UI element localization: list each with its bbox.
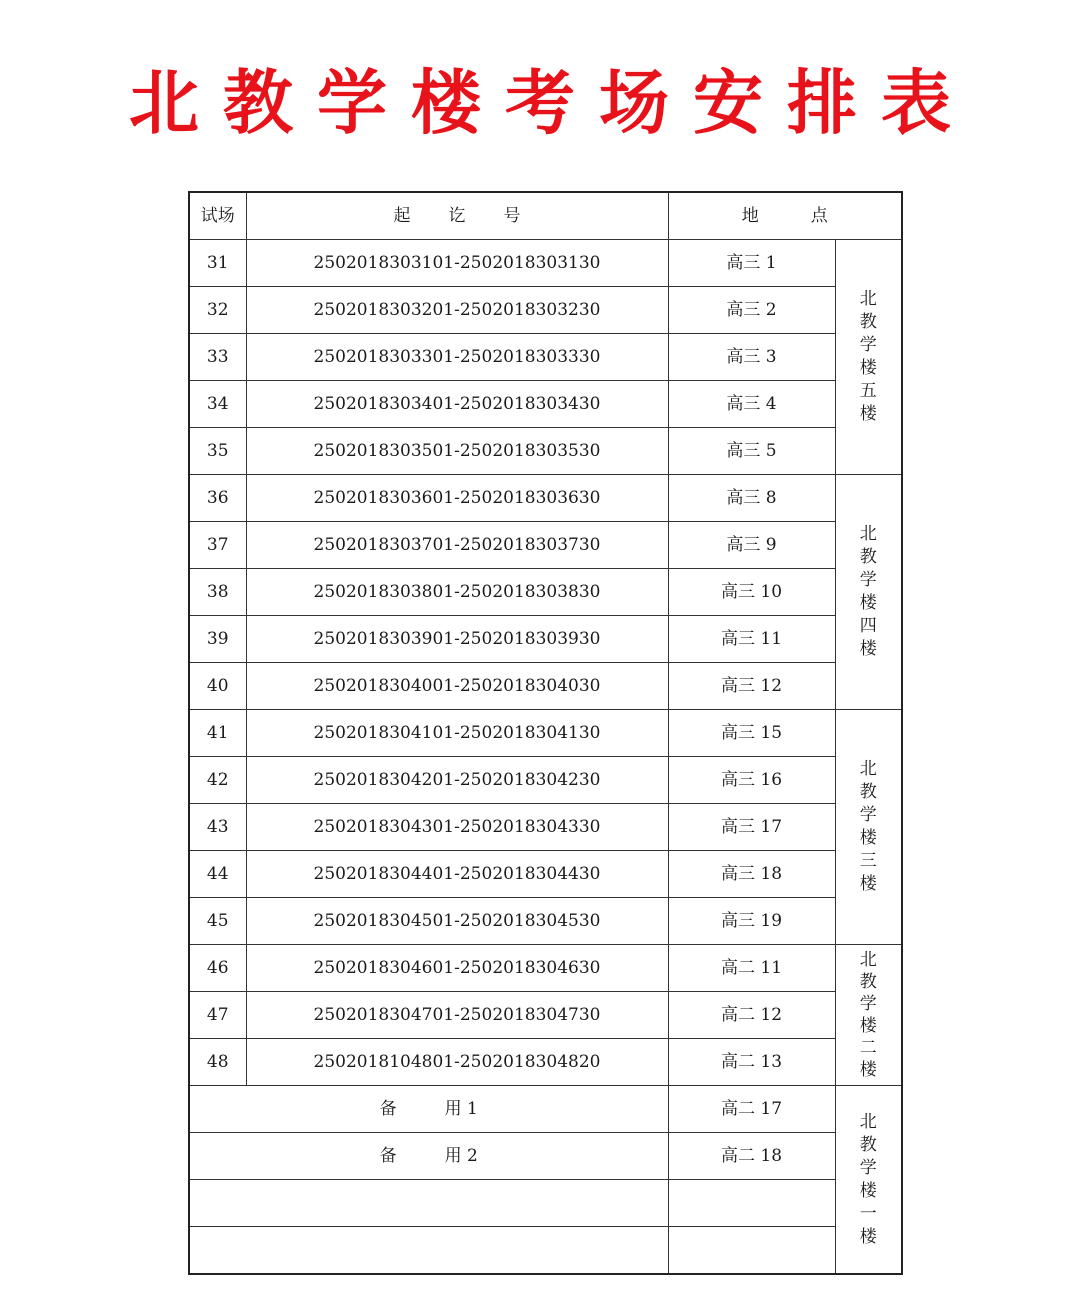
table-row (189, 757, 902, 804)
table-row (189, 710, 902, 757)
table-row (189, 569, 902, 616)
table-row (189, 522, 902, 569)
page-title: 北教学楼考场安排表 (129, 62, 975, 144)
class-cell: 高二 17 (668, 1086, 835, 1133)
class-cell: 高三 16 (668, 757, 835, 804)
range-cell: 2502018303901-2502018303930 (246, 616, 668, 663)
building-cell-3f (835, 710, 902, 945)
room-cell: 39 (189, 616, 246, 663)
class-cell: 高三 11 (668, 616, 835, 663)
class-cell: 高三 12 (668, 663, 835, 710)
table-row (189, 240, 902, 287)
class-cell: 高三 18 (668, 851, 835, 898)
table-row (189, 851, 902, 898)
table-row (189, 945, 902, 992)
class-cell: 高二 13 (668, 1039, 835, 1086)
building-label: 北教学楼一楼 (859, 1111, 877, 1247)
class-cell: 高三 10 (668, 569, 835, 616)
room-cell: 44 (189, 851, 246, 898)
room-cell: 35 (189, 428, 246, 475)
empty-row (189, 1227, 902, 1275)
range-cell: 2502018104801-2502018304820 (246, 1039, 668, 1086)
table-row (189, 381, 902, 428)
building-label: 北教学楼三楼 (859, 759, 877, 894)
room-cell: 41 (189, 710, 246, 757)
room-cell: 38 (189, 569, 246, 616)
class-cell: 高三 4 (668, 381, 835, 428)
room-cell: 36 (189, 475, 246, 522)
building-cell-4f (835, 475, 902, 710)
room-cell: 46 (189, 945, 246, 992)
table-row (189, 663, 902, 710)
room-cell: 37 (189, 522, 246, 569)
reserve-label-b: 用 1 (444, 1098, 478, 1119)
range-cell: 2502018304301-2502018304330 (246, 804, 668, 851)
class-cell: 高三 15 (668, 710, 835, 757)
reserve-row (189, 1086, 902, 1133)
class-cell: 高二 11 (668, 945, 835, 992)
class-cell: 高三 2 (668, 287, 835, 334)
class-cell: 高二 18 (668, 1133, 835, 1180)
range-cell: 2502018304101-2502018304130 (246, 710, 668, 757)
class-cell: 高三 1 (668, 240, 835, 287)
range-cell: 2502018304001-2502018304030 (246, 663, 668, 710)
building-cell-1f (835, 1086, 902, 1275)
range-cell: 2502018304201-2502018304230 (246, 757, 668, 804)
room-cell: 42 (189, 757, 246, 804)
range-cell: 2502018303301-2502018303330 (246, 334, 668, 381)
range-cell: 2502018303401-2502018303430 (246, 381, 668, 428)
table-row (189, 287, 902, 334)
class-cell: 高三 9 (668, 522, 835, 569)
range-cell: 2502018304601-2502018304630 (246, 945, 668, 992)
class-cell: 高三 5 (668, 428, 835, 475)
range-cell: 2502018304401-2502018304430 (246, 851, 668, 898)
reserve-row (189, 1133, 902, 1180)
table-row (189, 992, 902, 1039)
range-cell: 2502018304501-2502018304530 (246, 898, 668, 945)
table-row (189, 1039, 902, 1086)
range-cell: 2502018303201-2502018303230 (246, 287, 668, 334)
table-row (189, 616, 902, 663)
room-cell: 33 (189, 334, 246, 381)
building-label: 北教学楼五楼 (859, 289, 877, 424)
room-cell: 47 (189, 992, 246, 1039)
range-cell: 2502018304701-2502018304730 (246, 992, 668, 1039)
table-row (189, 898, 902, 945)
class-cell: 高三 19 (668, 898, 835, 945)
empty-cell (668, 1227, 835, 1275)
class-cell: 高三 3 (668, 334, 835, 381)
building-cell-5f (835, 240, 902, 475)
room-cell: 43 (189, 804, 246, 851)
room-cell: 34 (189, 381, 246, 428)
room-cell: 31 (189, 240, 246, 287)
empty-cell (668, 1180, 835, 1227)
reserve-label-cell (189, 1086, 668, 1133)
header-room: 试场 (189, 192, 246, 240)
header-range: 起讫号 (246, 192, 668, 240)
table-row (189, 804, 902, 851)
table-header-row (189, 192, 902, 240)
room-cell: 48 (189, 1039, 246, 1086)
class-cell: 高三 17 (668, 804, 835, 851)
reserve-label-cell (189, 1133, 668, 1180)
room-cell: 45 (189, 898, 246, 945)
range-cell: 2502018303701-2502018303730 (246, 522, 668, 569)
room-cell: 40 (189, 663, 246, 710)
room-cell: 32 (189, 287, 246, 334)
header-location: 地点 (668, 192, 902, 240)
table-row (189, 475, 902, 522)
building-label: 北教学楼二楼 (859, 950, 877, 1080)
table-row (189, 428, 902, 475)
empty-cell (189, 1180, 668, 1227)
range-cell: 2502018303101-2502018303130 (246, 240, 668, 287)
range-cell: 2502018303801-2502018303830 (246, 569, 668, 616)
reserve-label-b: 用 2 (444, 1145, 478, 1166)
building-label: 北教学楼四楼 (859, 524, 877, 659)
class-cell: 高三 8 (668, 475, 835, 522)
reserve-label-a: 备 (379, 1145, 397, 1166)
range-cell: 2502018303501-2502018303530 (246, 428, 668, 475)
empty-cell (189, 1227, 668, 1275)
range-cell: 2502018303601-2502018303630 (246, 475, 668, 522)
class-cell: 高二 12 (668, 992, 835, 1039)
reserve-label-a: 备 (379, 1098, 397, 1119)
building-cell-2f (835, 945, 902, 1086)
empty-row (189, 1180, 902, 1227)
exam-schedule-table (188, 191, 903, 1275)
table-row (189, 334, 902, 381)
